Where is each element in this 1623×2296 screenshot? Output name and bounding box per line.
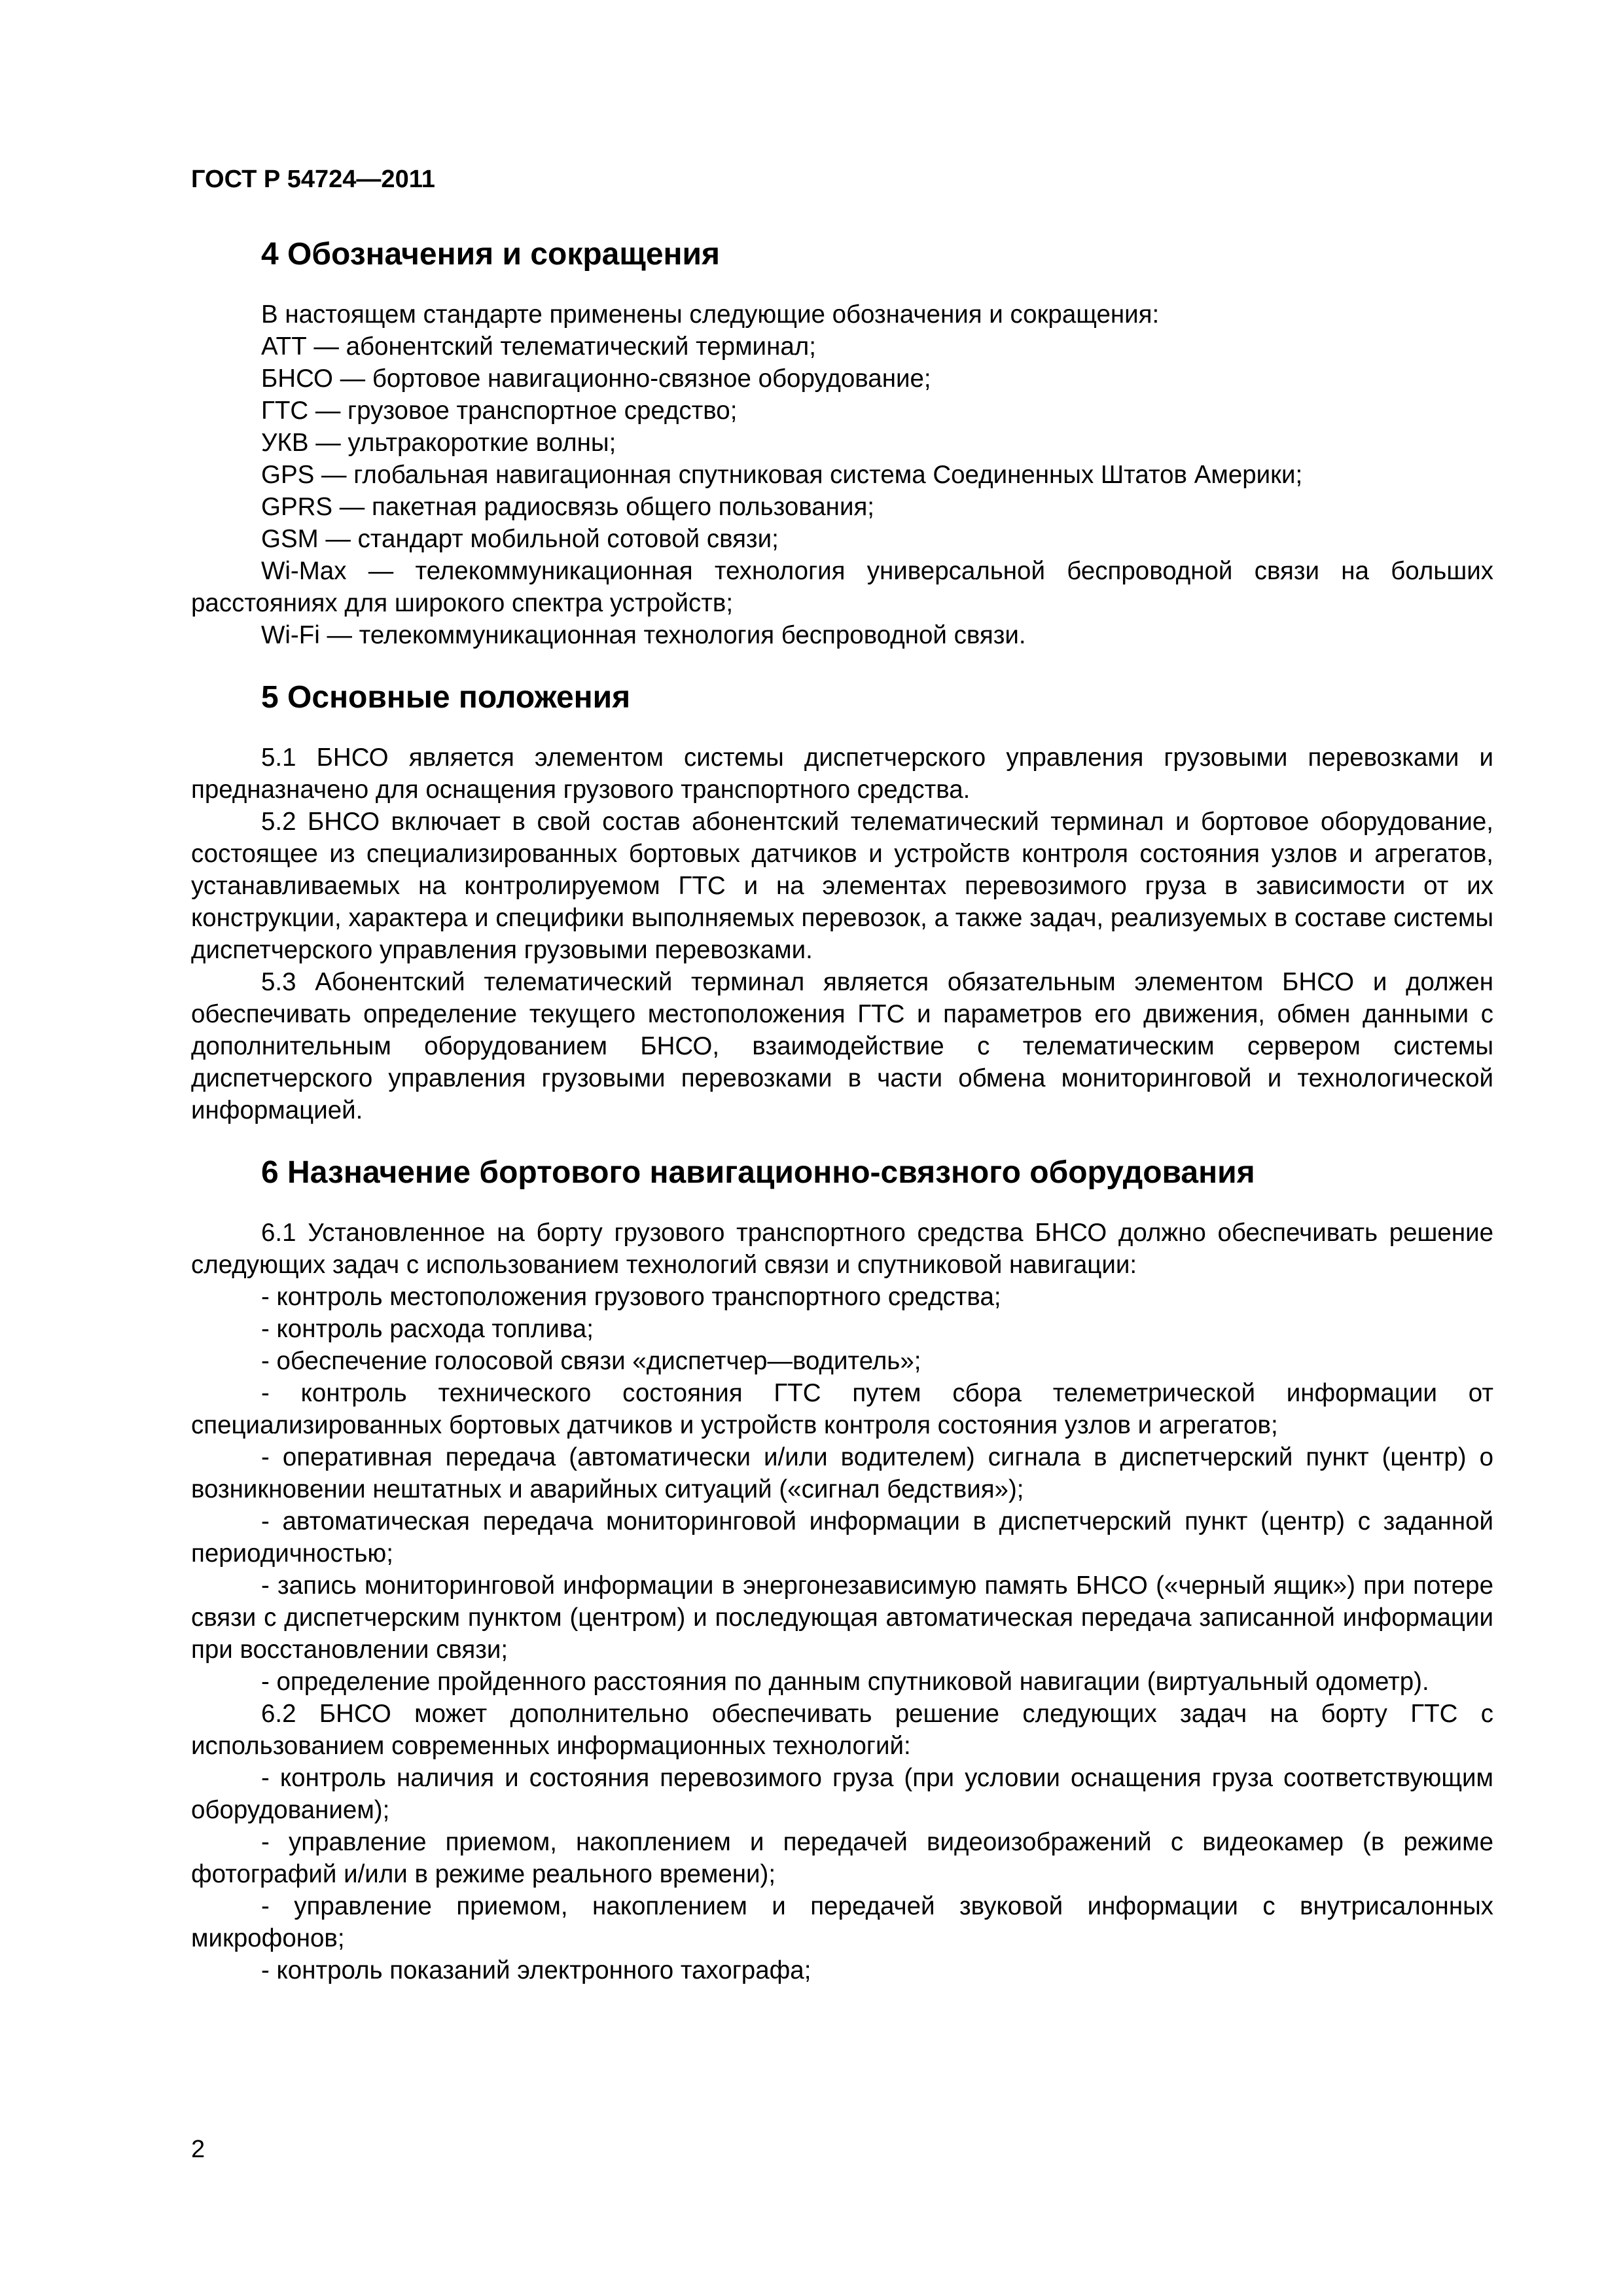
paragraph: В настоящем стандарте применены следующие обозначения и сокращения:	[261, 300, 1160, 329]
section-purpose	[191, 1154, 1493, 1986]
list-item: - контроль местоположения грузового транспортного средства;	[261, 1283, 1001, 1311]
list-item: - управление приемом, накоплением и передачей видеоизображений с видеокамер (в режиме фотографий и/или в режиме реального времени);	[191, 1828, 1493, 1888]
list-item: - обеспечение голосовой связи «диспетчер—водитель»;	[261, 1347, 921, 1375]
section-title: 6 Назначение бортового навигационно-связного оборудования	[261, 1155, 1255, 1190]
page-number: 2	[191, 2136, 205, 2163]
list-item: - контроль показаний электронного тахографа;	[261, 1956, 812, 1984]
list-item: - запись мониторинговой информации в энергонезависимую память БНСО («черный ящик») при потере связи с диспетчерским пунктом (центром) и последующая автоматическая передача записанной информации при восстановлении связи;	[191, 1571, 1493, 1664]
section-title: 5 Основные положения	[261, 680, 631, 715]
section-abbreviations	[191, 236, 1493, 651]
list-item: - контроль расхода топлива;	[261, 1315, 594, 1343]
paragraph: GPRS — пакетная радиосвязь общего пользования;	[261, 493, 874, 521]
list-item: - автоматическая передача мониторинговой информации в диспетчерский пункт (центр) с заданной периодичностью;	[191, 1507, 1493, 1568]
paragraph: 5.2 БНСО включает в свой состав абонентский телематический терминал и бортовое оборудование, состоящее из специализированных бортовых датчиков и устройств контроля состояния узлов и агрегатов, устанавливаемых на контролируемом ГТС и на элементах перевозимого груза в зависимости от их конструкции, характера и специфики выполняемых перевозок, а также задач, реализуемых в составе системы диспетчерского управления грузовыми перевозками.	[191, 808, 1493, 964]
paragraph: 6.2 БНСО может дополнительно обеспечивать решение следующих задач на борту ГТС с использованием современных информационных технологий:	[191, 1700, 1493, 1760]
paragraph: УКВ — ультракороткие волны;	[261, 429, 616, 457]
list-item: - контроль наличия и состояния перевозимого груза (при условии оснащения груза соответствующим оборудованием);	[191, 1764, 1493, 1824]
paragraph: 6.1 Установленное на борту грузового транспортного средства БНСО должно обеспечивать решение следующих задач с использованием технологий связи и спутниковой навигации:	[191, 1219, 1493, 1279]
document-code: ГОСТ Р 54724—2011	[191, 166, 435, 193]
paragraph: Wi-Fi — телекоммуникационная технология беспроводной связи.	[261, 621, 1026, 649]
paragraph: GSM — стандарт мобильной сотовой связи;	[261, 525, 779, 553]
list-item: - управление приемом, накоплением и передачей звуковой информации с внутрисалонных микрофонов;	[191, 1892, 1493, 1952]
paragraph: АТТ — абонентский телематический терминал;	[261, 332, 816, 361]
paragraph: ГТС — грузовое транспортное средство;	[261, 397, 738, 425]
list-item: - оперативная передача (автоматически и/или водителем) сигнала в диспетчерский пункт (центр) о возникновении нештатных и аварийных ситуаций («сигнал бедствия»);	[191, 1443, 1493, 1503]
paragraph: 5.1 БНСО является элементом системы диспетчерского управления грузовыми перевозками и предназначено для оснащения грузового транспортного средства.	[191, 744, 1493, 804]
paragraph: Wi-Max — телекоммуникационная технология универсальной беспроводной связи на больших расстояниях для широкого спектра устройств;	[191, 557, 1493, 617]
section-general-provisions	[191, 679, 1493, 1126]
paragraph: 5.3 Абонентский телематический терминал является обязательным элементом БНСО и должен обеспечивать определение текущего местоположения ГТС и параметров его движения, обмен данными с дополнительным оборудованием БНСО, взаимодействие с телематическим сервером системы диспетчерского управления грузовыми перевозками в части обмена мониторинговой и технологической информацией.	[191, 968, 1493, 1124]
paragraph: GPS — глобальная навигационная спутниковая система Соединенных Штатов Америки;	[261, 461, 1303, 489]
document-body	[191, 236, 1493, 2014]
paragraph: БНСО — бортовое навигационно-связное оборудование;	[261, 365, 931, 393]
section-title: 4 Обозначения и сокращения	[261, 237, 721, 272]
list-item: - контроль технического состояния ГТС путем сбора телеметрической информации от специализированных бортовых датчиков и устройств контроля состояния узлов и агрегатов;	[191, 1379, 1493, 1439]
list-item: - определение пройденного расстояния по данным спутниковой навигации (виртуальный одометр).	[261, 1668, 1429, 1696]
